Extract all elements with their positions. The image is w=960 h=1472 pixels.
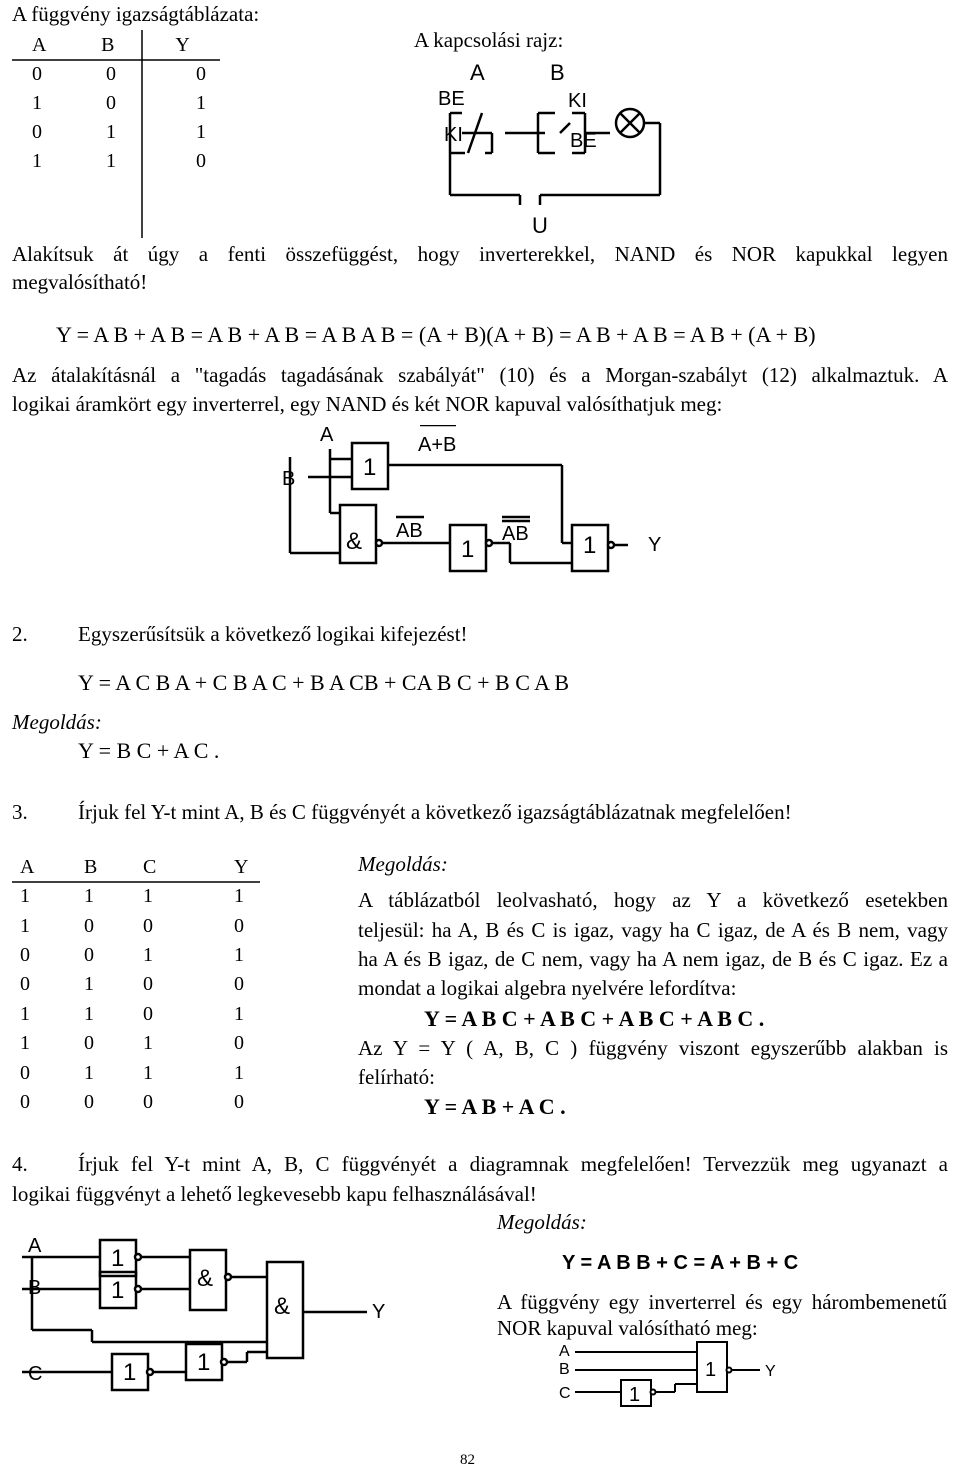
cell: 0 <box>143 1002 153 1025</box>
gate-label: C <box>28 1363 43 1385</box>
cell: 1 <box>84 1002 94 1025</box>
cell: 1 <box>84 1061 94 1084</box>
gate-label: Y <box>765 1363 776 1380</box>
gate-label: B <box>559 1361 570 1378</box>
expression: Y = A C B A + C B A C + B A CB + CA B C + B C A B <box>78 670 570 695</box>
cell: 0 <box>234 973 244 996</box>
cell: 0 <box>143 914 153 937</box>
cell: 0 <box>196 150 206 172</box>
section-task: Írjuk fel Y-t mint A, B és C függvényét a következő igazságtáblázatnak megfelelően! <box>78 800 792 824</box>
circuit-label: U <box>532 213 548 238</box>
table-row <box>12 970 332 999</box>
note-line: Az átalakításnál a "tagadás tagadásának szabályát" (10) és a Morgan-szabályt (12) alkalmaztuk. A <box>12 363 948 387</box>
table-row <box>12 1088 332 1117</box>
nor-gate-symbol: 1 <box>583 532 597 559</box>
cell: 1 <box>20 1002 30 1025</box>
cell: 1 <box>84 973 94 996</box>
cell: 0 <box>20 973 30 996</box>
col-y: Y <box>234 855 249 878</box>
solution-text: teljesül: ha A, B és C is igaz, vagy ha C igaz, de A és B nem, vagy <box>358 918 948 942</box>
cell: 0 <box>234 914 244 937</box>
inverter-symbol: 1 <box>111 1245 125 1272</box>
cell: 1 <box>143 885 153 908</box>
cell: 0 <box>106 92 116 114</box>
cell: 1 <box>234 1002 244 1025</box>
cell: 1 <box>143 943 153 966</box>
solution-label: Megoldás: <box>358 852 448 876</box>
table-row <box>12 1058 332 1087</box>
cell: 1 <box>32 150 42 172</box>
cell: 0 <box>20 943 30 966</box>
cell: 1 <box>143 1061 153 1084</box>
main-equation: Y = A B + A B = A B + A B = A B A B = (A + B)(A + B) = A B + A B = A B + (A + B) <box>56 322 816 347</box>
section-number: 3. <box>12 800 28 824</box>
gate-label: C <box>559 1385 571 1402</box>
table-row <box>12 882 332 911</box>
inverter-symbol: 1 <box>111 1277 125 1304</box>
section-number: 2. <box>12 622 28 646</box>
truth-table-1-body <box>12 60 220 176</box>
gate-label: A <box>559 1343 570 1360</box>
solution-text: felírható: <box>358 1065 435 1089</box>
solution-text: A táblázatból leolvasható, hogy az Y a következő esetekben <box>358 888 948 912</box>
cell: 0 <box>143 973 153 996</box>
cell: 0 <box>20 1090 30 1113</box>
nor-gate-symbol: 1 <box>705 1359 717 1381</box>
cell: 0 <box>20 1061 30 1084</box>
or-gate-symbol: 1 <box>363 454 377 481</box>
solution-text: mondat a logikai algebra nyelvére lefordítva: <box>358 976 737 1000</box>
solution-label: Megoldás: <box>497 1210 587 1234</box>
cell: 0 <box>106 63 116 85</box>
col-a: A <box>32 33 47 56</box>
result: Y = B C + A C . <box>78 738 220 763</box>
solution-text: NOR kapuval valósítható meg: <box>497 1316 758 1340</box>
inverter-symbol: 1 <box>461 536 475 563</box>
page-number: 82 <box>460 1452 475 1468</box>
section-task: Egyszerűsítsük a következő logikai kifejezést! <box>78 622 468 646</box>
circuit-label: BE <box>570 130 597 152</box>
section-number: 4. <box>12 1152 28 1176</box>
cell: 1 <box>84 885 94 908</box>
cell: 0 <box>84 914 94 937</box>
gate-label: Y <box>648 534 662 556</box>
formula: Y = A B B + C = A + B + C <box>562 1252 799 1274</box>
paragraph-line: Alakítsuk át úgy a fenti összefüggést, hogy inverterekkel, NAND és NOR kapukkal legyen <box>12 242 948 266</box>
gate-label: AB <box>396 520 423 542</box>
gate-diagram-2 <box>22 1232 412 1402</box>
col-b: B <box>101 33 115 56</box>
solution-text: Az Y = Y ( A, B, C ) függvény viszont egyszerűbb alakban is <box>358 1036 948 1060</box>
gate-label: A+B <box>418 434 457 456</box>
circuit-label: KI <box>568 90 587 112</box>
table-row <box>12 1000 332 1029</box>
cell: 1 <box>143 1032 153 1055</box>
cell: 1 <box>106 121 116 143</box>
table-row <box>12 1029 332 1058</box>
circuit-label: A <box>470 60 485 85</box>
col-y: Y <box>175 33 190 56</box>
gate-diagram-3 <box>555 1340 795 1410</box>
cell: 0 <box>234 1032 244 1055</box>
note-line: logikai áramkört egy inverterrel, egy NAND és két NOR kapuval valósíthatjuk meg: <box>12 392 723 416</box>
gate-label: B <box>28 1277 42 1299</box>
gate-label: A <box>28 1235 42 1257</box>
circuit-label: B <box>550 60 565 85</box>
col-a: A <box>20 855 35 878</box>
gate-label: A <box>320 425 334 446</box>
circuit-title: A kapcsolási rajz: <box>414 28 564 52</box>
formula: Y = A B + A C . <box>424 1094 566 1119</box>
and-gate-symbol: & <box>274 1293 291 1320</box>
cell: 0 <box>234 1090 244 1113</box>
table-row <box>12 89 220 118</box>
truth-table-2 <box>12 852 332 1117</box>
cell: 1 <box>32 92 42 114</box>
cell: 0 <box>196 63 206 85</box>
table-row <box>12 147 220 176</box>
and-gate-symbol: & <box>197 1265 214 1292</box>
and-gate-symbol: & <box>346 528 363 555</box>
inverter-symbol: 1 <box>197 1349 211 1376</box>
circuit-label: KI <box>444 124 463 146</box>
gate-label: Y <box>372 1301 386 1323</box>
circuit-label: BE <box>438 88 465 110</box>
truth-table-title: A függvény igazságtáblázata: <box>12 2 260 26</box>
cell: 1 <box>234 943 244 966</box>
solution-label: Megoldás: <box>12 710 102 734</box>
col-b: B <box>84 855 98 878</box>
formula: Y = A B C + A B C + A B C + A B C . <box>424 1006 765 1031</box>
table-row <box>12 118 220 147</box>
solution-text: A függvény egy inverterrel és egy hárombemenetű <box>497 1290 947 1314</box>
cell: 1 <box>234 885 244 908</box>
solution-text: ha A és B igaz, de C nem, vagy ha A nem igaz, de B és C igaz. Ez a <box>358 947 948 971</box>
cell: 1 <box>20 885 30 908</box>
inverter-symbol: 1 <box>629 1384 641 1406</box>
gate-diagram-1 <box>280 425 680 590</box>
table-row <box>12 911 332 940</box>
gate-label: AB <box>502 523 529 545</box>
section-task: logikai függvényt a lehető legkevesebb kapu felhasználásával! <box>12 1182 537 1206</box>
cell: 1 <box>106 150 116 172</box>
truth-table-2-header-line <box>12 852 262 884</box>
col-c: C <box>143 855 157 878</box>
cell: 1 <box>234 1061 244 1084</box>
table-row <box>12 941 332 970</box>
cell: 1 <box>20 1032 30 1055</box>
switch-circuit-diagram <box>420 55 670 240</box>
gate-label: B <box>282 468 296 490</box>
cell: 1 <box>20 914 30 937</box>
cell: 0 <box>143 1090 153 1113</box>
cell: 0 <box>84 1032 94 1055</box>
table-row <box>12 60 220 89</box>
inverter-symbol: 1 <box>123 1359 137 1386</box>
cell: 0 <box>32 63 42 85</box>
cell: 1 <box>196 121 206 143</box>
cell: 0 <box>32 121 42 143</box>
cell: 1 <box>196 92 206 114</box>
paragraph-line: megvalósítható! <box>12 270 148 294</box>
cell: 0 <box>84 1090 94 1113</box>
section-task: Írjuk fel Y-t mint A, B, C függvényét a diagramnak megfelelően! Tervezzük meg ugyanazt a <box>78 1152 948 1176</box>
cell: 0 <box>84 943 94 966</box>
